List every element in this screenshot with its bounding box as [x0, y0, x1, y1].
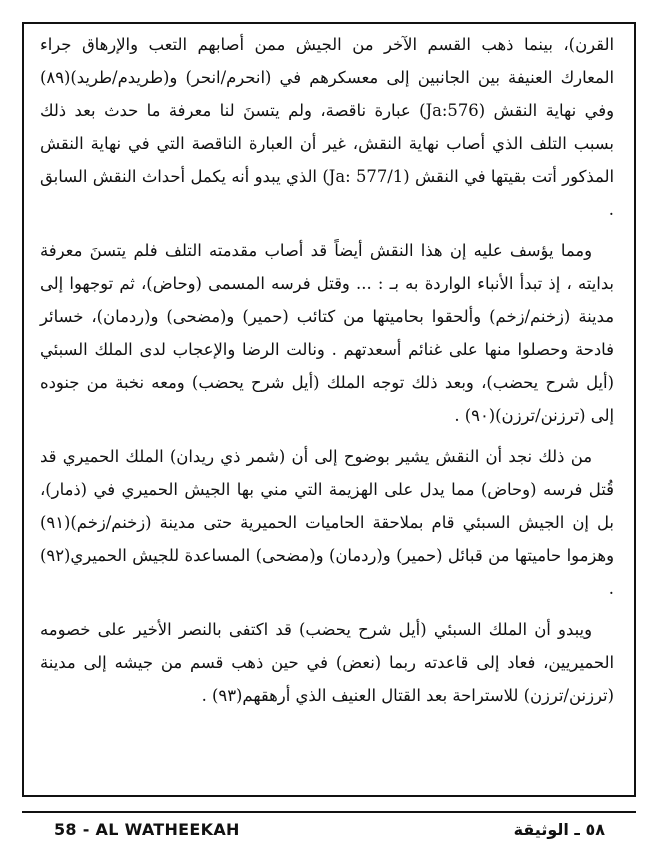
footer-page-label-english: 58 - AL WATHEEKAH — [54, 820, 240, 839]
paragraph-4: ويبدو أن الملك السبئي (أيل شرح يحضب) قد اكتفى بالنصر الأخير على خصومه الحميريين، فعاد إلى قاعدته ربما (نعض) في حين ذهب قسم من جيشه إلى مدينة (ترزنن/ترزن) للاستراحة بعد القتال العنيف الذي أرهقهم(٩٣) . — [40, 620, 614, 705]
footer-page-label-arabic: ٥٨ ـ الوثيقة — [513, 820, 605, 839]
article-body — [40, 28, 614, 720]
footer-divider — [22, 811, 636, 813]
paragraph-2: ومما يؤسف عليه إن هذا النقش أيضاً قد أصاب مقدمته التلف فلم يتسنَ معرفة بدايته ، إذ تبدأ الأنباء الواردة به بـ : ... وقتل فرسه المسمى (وحاض)، ثم توجهوا إلى مدينة (زخنم/زخم) وألحقوا بحاميتها من كتائب (حمير) و(مضحى) و(ردمان)، خسائر فادحة وحصلوا منها على غنائم أسعدتهم . ونالت الرضا والإعجاب لدى الملك السبئي (أيل شرح يحضب)، وبعد ذلك توجه الملك (أيل شرح يحضب) ومعه نخبة من جنوده إلى (ترزنن/ترزن)(٩٠) . — [40, 241, 614, 425]
paragraph-1: القرن)، بينما ذهب القسم الآخر من الجيش ممن أصابهم التعب والإرهاق جراء المعارك العنيفة بين الجانبين إلى معسكرهم في (انحرم/انحر) و(طريدم/طريد)(٨٩) وفي نهاية النقش (Ja:576) عبارة ناقصة، ولم يتسنَ لنا معرفة ما حدث بعد ذلك بسبب التلف الذي أصاب نهاية النقش، غير أن العبارة الناقصة التي في نهاية النقش المذكور أتت بقيتها في النقش (Ja: 577/1) الذي يبدو أنه يكمل أحداث النقش السابق . — [40, 35, 614, 219]
paragraph-3: من ذلك نجد أن النقش يشير بوضوح إلى أن (شمر ذي ريدان) الملك الحميري قد قُتل فرسه (وحاض) مما يدل على الهزيمة التي مني بها الجيش الحميري في (ذمار)، بل إن الجيش السبئي قام بملاحقة الحاميات الحميرية حتى مدينة (زخنم/زخم)(٩١) وهزموا حاميتها من قبائل (حمير) و(ردمان) و(مضحى) المساعدة للجيش الحميري(٩٢) . — [40, 447, 614, 598]
